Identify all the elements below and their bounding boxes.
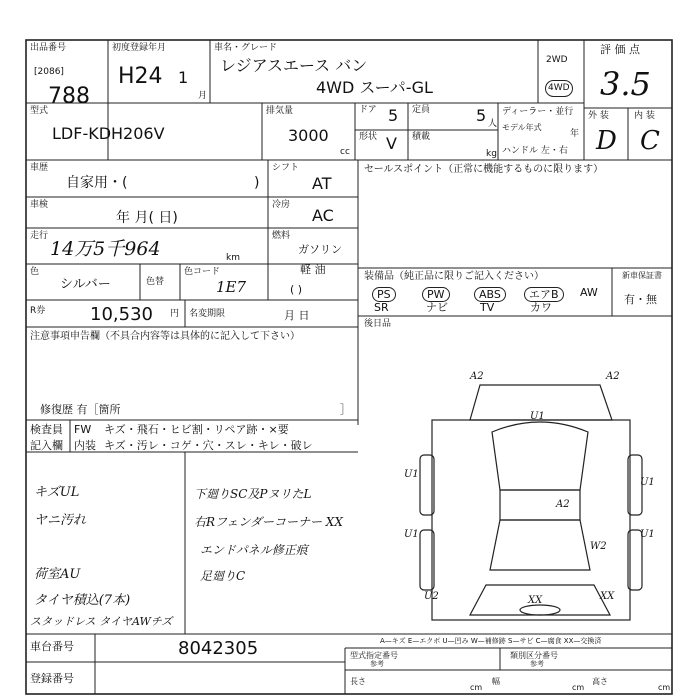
model-label: 型式: [30, 106, 49, 116]
after-label: 後日品: [364, 319, 392, 329]
shape: V: [386, 134, 397, 153]
name-change-label: 名変期限: [189, 309, 226, 319]
score: 3.5: [600, 65, 651, 103]
fuel-label: 燃料: [272, 231, 291, 241]
equipment-item: PW: [422, 287, 450, 302]
color-code: 1E7: [216, 278, 247, 296]
history-label: 車歴: [30, 163, 49, 173]
ac: AC: [312, 206, 334, 225]
fuel-value: ガソリン: [298, 243, 342, 256]
doors: 5: [388, 106, 399, 125]
load-unit: kg: [486, 149, 497, 159]
damage-mark: W2: [590, 541, 607, 552]
damage-mark: A2: [606, 371, 620, 382]
ac-label: 冷房: [272, 200, 291, 210]
color-code-label: 色コード: [184, 267, 221, 277]
history-value: 自家用・(: [66, 175, 128, 191]
sales-point-label: セールスポイント（正常に機能するものに限ります）: [364, 164, 604, 175]
damage-mark: A2: [556, 499, 570, 510]
width-label: 幅: [492, 677, 500, 686]
drive-4wd: 4WD: [545, 80, 573, 97]
equipment-item: ナビ: [426, 301, 448, 314]
lot-number: 788: [48, 84, 90, 109]
shape-label: 形状: [359, 132, 378, 142]
equipment-item: エアB: [524, 287, 564, 302]
inspector-label: 検査員: [30, 423, 63, 436]
history-close: ): [254, 175, 260, 191]
handwritten-note: 荷室AU: [34, 567, 81, 582]
exterior-grade: D: [596, 126, 617, 156]
damage-mark: U1: [640, 477, 655, 488]
repair-close: ］: [340, 403, 351, 416]
fw-items: キズ・飛石・ヒビ割・リペア跡・×要: [104, 423, 289, 436]
drive-2wd: 2WD: [546, 55, 568, 65]
color-label: 色: [30, 267, 40, 277]
car-name-label: 車名・グレード: [214, 43, 278, 53]
recycle: 10,530: [90, 304, 153, 325]
load-label: 積載: [412, 132, 431, 142]
damage-mark: A2: [470, 371, 484, 382]
displacement: 3000: [288, 126, 329, 145]
cc-unit: cc: [340, 147, 350, 157]
damage-mark: U1: [404, 469, 419, 480]
fw-label: FW: [74, 423, 92, 436]
equipment-item: TV: [480, 301, 495, 314]
yen-unit: 円: [170, 309, 180, 319]
first-reg-month: 1: [178, 68, 189, 87]
handwritten-note: 右Rフェンダーコーナー XX: [194, 515, 343, 529]
damage-mark: XX: [600, 591, 615, 602]
legend: A—キズ E—エクボ U—凹み W—補修跡 S—サビ C—腐食 XX—交換済: [380, 637, 602, 645]
equipment-item: AW: [580, 286, 598, 299]
damage-mark: U1: [640, 529, 655, 540]
displacement-label: 排気量: [266, 106, 294, 116]
type-cert-label: 型式指定番号: [350, 651, 398, 660]
class-label: 類別区分番号: [510, 651, 558, 660]
damage-mark: XX: [528, 595, 543, 606]
shift-label: シフト: [272, 163, 300, 173]
mileage-label: 走行: [30, 231, 49, 241]
equipment-label: 装備品（純正品に限りご記入ください）: [364, 271, 544, 282]
reg-label: 登録番号: [30, 672, 74, 685]
notes-label: 注意事項申告欄（不具合内容等は具体的に記入して下さい）: [30, 331, 300, 342]
inspection-value: 年 月( 日): [116, 210, 178, 226]
handwritten-note: キズUL: [34, 485, 80, 500]
handwritten-note: ヤニ汚れ: [34, 513, 87, 528]
class-sub: 参考: [530, 660, 544, 668]
recycle-label: R券: [30, 306, 46, 316]
km-unit: km: [226, 253, 240, 263]
exterior-label: 外 装: [588, 111, 609, 121]
first-reg-year: H24: [118, 64, 163, 89]
interior-items: キズ・汚レ・コゲ・穴・スレ・キレ・破レ: [104, 439, 313, 452]
warranty-value: 有・無: [624, 293, 657, 306]
dealer-label: ディーラー・並行: [502, 107, 574, 117]
capacity-unit: 人: [488, 119, 498, 129]
handwritten-note: タイヤ積込(7本): [34, 593, 131, 608]
warranty-label: 新車保証書: [622, 271, 662, 280]
chassis: 8042305: [178, 638, 259, 659]
lot-label: 出品番号: [30, 43, 67, 53]
inspector-label-2: 記入欄: [30, 439, 63, 452]
repair-label: 修復歴 有［箇所: [40, 403, 121, 416]
interior-grade: C: [640, 126, 660, 156]
score-label: 評 価 点: [600, 43, 640, 56]
equipment-item: カワ: [530, 301, 552, 314]
year-unit: 年: [570, 129, 580, 139]
length-label: 長さ: [350, 677, 366, 686]
car-name: レジアスエース バン: [220, 56, 368, 75]
doors-label: ドア: [359, 105, 377, 115]
month-unit: 月: [198, 91, 208, 101]
capacity: 5: [476, 106, 487, 125]
damage-mark: U2: [424, 591, 439, 602]
handwritten-note: スタッドレス タイヤAWチズ: [30, 615, 173, 628]
model-year-label: モデル年式: [502, 123, 542, 132]
height-label: 高さ: [592, 677, 608, 686]
color-no-label: 色替: [146, 277, 165, 287]
model: LDF-KDH206V: [52, 124, 165, 143]
inspection-label: 車検: [30, 200, 49, 210]
damage-mark: U1: [530, 411, 545, 422]
fuel-alt: 軽 油: [300, 263, 326, 276]
fuel-paren: ( ): [290, 283, 303, 296]
interior-check-label: 内装: [74, 439, 96, 452]
length-unit: cm: [470, 683, 483, 692]
shift: AT: [312, 174, 332, 193]
grade: 4WD スーパ-GL: [316, 78, 433, 97]
handwritten-note: 足廻りC: [200, 569, 246, 583]
lot-sub: [2086]: [34, 67, 64, 77]
chassis-label: 車台番号: [30, 640, 74, 653]
height-unit: cm: [658, 683, 671, 692]
first-reg-label: 初度登録年月: [112, 43, 167, 53]
handle-label: ハンドル 左・右: [502, 146, 568, 156]
width-unit: cm: [572, 683, 585, 692]
capacity-label: 定員: [412, 105, 431, 115]
handwritten-note: エンドパネル修正痕: [200, 543, 308, 557]
interior-label: 内 装: [634, 111, 655, 121]
damage-mark: U1: [404, 529, 419, 540]
equipment-item: SR: [374, 301, 389, 314]
name-change-value: 月 日: [284, 309, 310, 322]
equipment-item: PS: [372, 287, 396, 302]
mileage: 14万5千964: [50, 238, 161, 260]
color: シルバー: [60, 277, 111, 292]
equipment-item: ABS: [474, 287, 506, 302]
type-cert-sub: 参考: [370, 660, 384, 668]
handwritten-note: 下廻りSC及PヌリたL: [194, 487, 312, 501]
